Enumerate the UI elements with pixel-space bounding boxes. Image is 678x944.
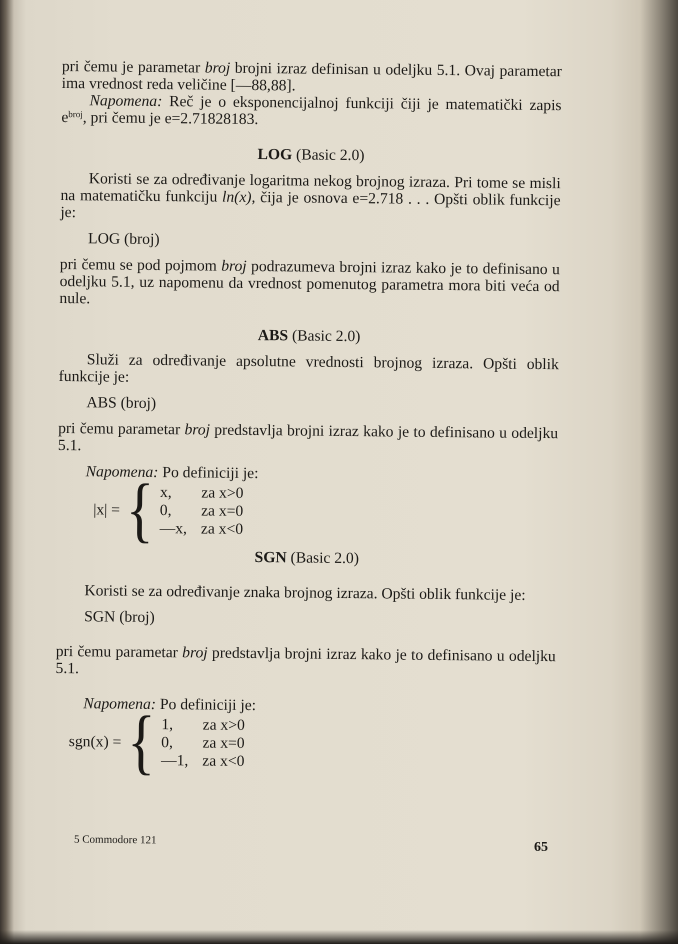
sgn-syntax: SGN (broj) (84, 608, 155, 627)
abs-description: Služi za određivanje apsolutne vrednosti brojnog izraza. Opšti oblik funkcije je: (58, 351, 559, 386)
log-syntax: LOG (broj) (88, 230, 160, 249)
page-number: 65 (534, 840, 548, 855)
log-param-paragraph (59, 256, 560, 312)
note-label: Napomena: (83, 695, 157, 714)
note-superscript: broj (68, 109, 83, 120)
left-brace: { (126, 700, 156, 783)
formula-lhs: |x| = (93, 500, 121, 519)
case-value: 0, (161, 733, 174, 751)
case-condition: za x>0 (201, 483, 244, 502)
note-label: Napomena: (85, 463, 159, 482)
sgn-param-text-cont: predstavlja brojni izraz kako je to definisano u odeljku 5.1. (55, 644, 556, 678)
param-name: broj (184, 421, 211, 439)
abs-syntax: ABS (broj) (86, 394, 157, 413)
note-text-cont: , pri čemu je e=2.71828183. (82, 109, 259, 129)
intro-paragraph (62, 58, 562, 97)
param-name: broj (204, 59, 231, 77)
log-desc-text: Koristi se za određivanje logaritma nekog brojnog izraza. Pri tome se misli na matematičku funkciju (60, 170, 561, 206)
left-brace: { (125, 468, 155, 550)
log-keyword: LOG (257, 146, 293, 164)
intro-text-cont: brojni izraz definisan u odeljku 5.1. Ovaj parametar ima vrednost reda veličine [—88,88]. (61, 59, 562, 95)
case-condition: za x<0 (200, 519, 244, 538)
case-condition: za x=0 (201, 501, 244, 520)
case-value: —x, (159, 519, 188, 537)
formula-lhs: sgn(x) = (68, 732, 122, 751)
page-body (55, 58, 562, 783)
param-name: broj (221, 257, 247, 275)
case-condition: za x=0 (202, 734, 245, 752)
log-param-text: pri čemu se pod pojmom (59, 255, 222, 275)
abs-param-paragraph (58, 420, 558, 459)
sgn-keyword: SGN (254, 549, 287, 567)
case-value: —1, (160, 751, 189, 769)
log-description (60, 170, 561, 226)
note-label: Napomena: (89, 92, 163, 111)
abs-param-text: pri čemu parametar (58, 419, 185, 439)
sgn-param-paragraph (56, 643, 556, 682)
intro-note (61, 92, 561, 131)
case-value: 1, (161, 715, 174, 733)
log-param-text-cont: podrazumeva brojni izraz kako je to definisano u odeljku 5.1, uz napomenu da vrednost pomenutog parametra mora biti veća od nule. (59, 257, 560, 308)
sgn-description: Koristi se za određivanje znaka brojnog izraza. Opšti oblik funkcije je: (84, 582, 526, 604)
case-value: 0, (159, 501, 172, 519)
note-text: Po definiciji je: (158, 464, 259, 483)
note-text: Po definiciji je: (155, 696, 257, 715)
abs-keyword: ABS (257, 327, 289, 345)
sgn-version: (Basic 2.0) (286, 549, 360, 568)
sgn-param-text: pri čemu parametar (55, 642, 183, 662)
abs-param-text-cont: predstavlja brojni izraz kako je to definisano u odeljku 5.1. (57, 421, 559, 455)
log-desc-text-cont: čija je osnova e=2.718 . . . Opšti oblik funkcije je: (60, 189, 561, 222)
abs-version: (Basic 2.0) (288, 327, 361, 346)
log-version: (Basic 2.0) (292, 146, 365, 165)
case-condition: za x>0 (202, 716, 245, 734)
intro-text: pri čemu je parametar (61, 58, 205, 77)
printer-signature: 5 Commodore 121 (73, 833, 157, 847)
formula-cases (160, 484, 244, 538)
note-text: Reč je o eksponencijalnoj funkciji čiji je matematički zapis e (61, 93, 562, 127)
case-condition: za x<0 (202, 752, 245, 770)
param-name: broj (182, 644, 208, 662)
formula-cases (161, 716, 245, 770)
log-desc-function: ln(x), (222, 188, 256, 207)
case-value: x, (159, 483, 172, 501)
